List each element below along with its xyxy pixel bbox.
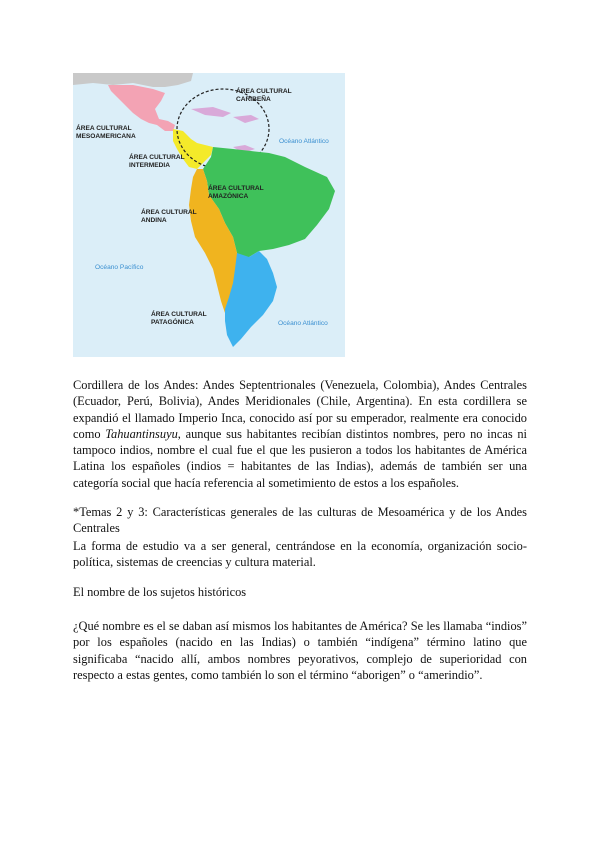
study-method-paragraph [73,538,527,571]
label-caribbean-line2: CARIBEÑA [236,96,271,103]
label-pacific: Océano Pacífico [95,264,144,271]
label-meso-line1: ÁREA CULTURAL [76,125,132,132]
label-andina-line2: ANDINA [141,217,167,224]
label-patagonica-line2: PATAGÓNICA [151,319,194,326]
p1-italic-term: Tahuantinsuyu [105,426,178,441]
cultural-areas-map [73,73,345,357]
label-intermedia-line1: ÁREA CULTURAL [129,154,185,161]
label-meso-line2: MESOAMERICANA [76,133,136,140]
label-intermedia-line2: INTERMEDIA [129,162,171,169]
label-andina-line1: ÁREA CULTURAL [141,209,197,216]
names-paragraph [73,618,527,683]
section-heading-text: El nombre de los sujetos históricos [73,585,247,599]
p1-text-a: Cordillera de los Andes: Andes Septentrionales (Venezuela, Colombia), Andes Centrales (Ecuador, Perú, Bolivia), Andes Meridionales (Chile, Argentina). En esta cordillera se expandió el llamado Imperio Inca, conocido así por su emperador, realmente era conocido como [73,378,527,441]
topics-heading [73,504,527,537]
label-atlantic-north: Océano Atlántico [279,138,329,145]
label-patagonica-line1: ÁREA CULTURAL [151,311,207,318]
label-amazonica-line1: ÁREA CULTURAL [208,185,264,192]
label-caribbean-line1: ÁREA CULTURAL [236,88,292,95]
paragraph-cordillera [73,377,527,491]
names-text: ¿Qué nombre es el se daban así mismos los habitantes de América? Se les llamaba “indios” por los españoles (nacido en las Indias) o también “indígena” término latino que significaba “nacido allí, ambos nombres peyorativos, complejo de superioridad con respecto a estas gentes, como también lo son el término “aborigen” o “amerindio”. [73,619,527,682]
p1-text-b: , aunque sus habitantes recibían distintos nombres, pero no incas ni tampoco indios, nombre el cual fue el que les pusieron a todos los habitantes de América Latina los españoles (indios = habitantes de las Indias), además de también ser una categoría social que hacía referencia al sometimiento de estos a los españoles. [73,426,527,490]
study-method-text: La forma de estudio va a ser general, centrándose en la economía, organización socio-política, sistemas de creencias y cultura material. [73,539,527,570]
label-amazonica-line2: AMAZÓNICA [208,193,249,200]
topics-text: *Temas 2 y 3: Características generales de las culturas de Mesoamérica y de los Andes Centrales [73,505,527,536]
label-atlantic-south: Océano Atlántico [278,320,328,327]
section-heading [73,584,527,600]
map-svg [73,73,345,357]
